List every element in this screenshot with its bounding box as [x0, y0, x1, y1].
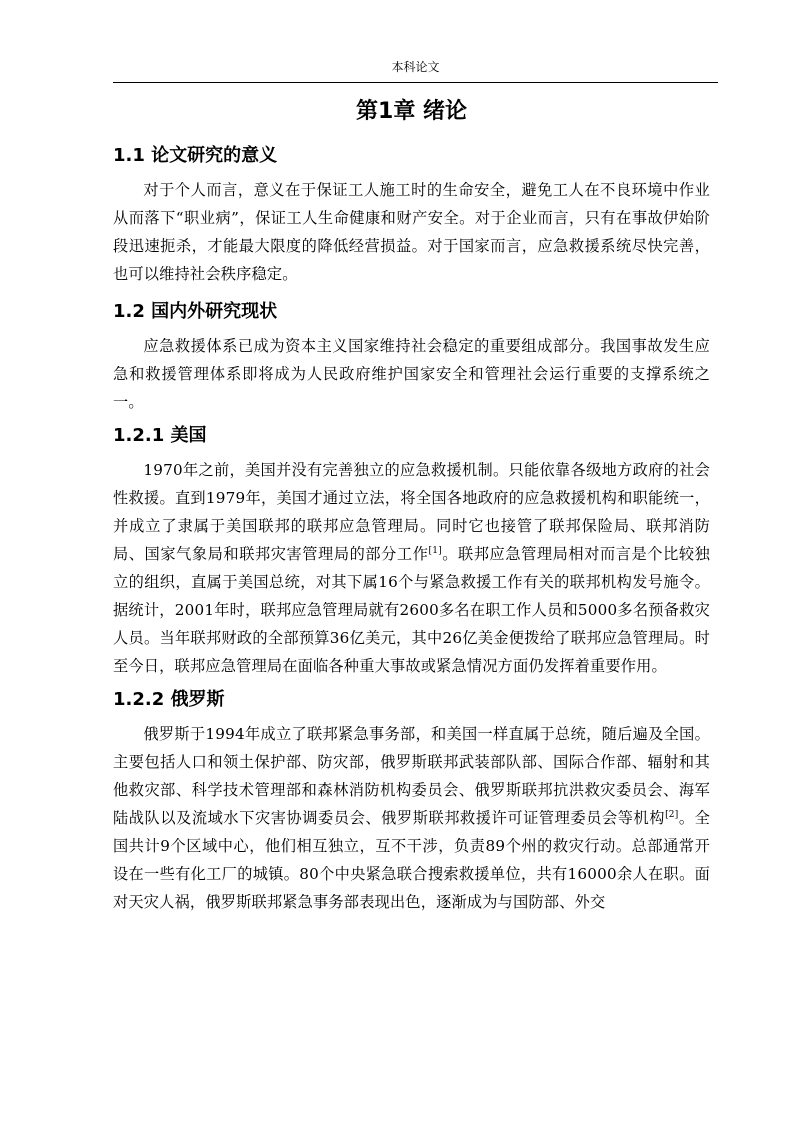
subsection-heading-1-2-2: 1.2.2 俄罗斯 [113, 689, 225, 710]
page-content [113, 92, 710, 916]
section-heading-1-1: 1.1 论文研究的意义 [113, 145, 278, 166]
section-paragraph-1-1: 对于个人而言，意义在于保证工人施工时的生命安全，避免工人在不良环境中作业从而落下“职业病”，保证工人生命健康和财产安全。对于企业而言，只有在事故伊始阶段迅速扼杀，才能最大限度的降低经营损益。对于国家而言，应急救援系统尽快完善，也可以维持社会秩序稳定。 [113, 181, 710, 283]
citation-ref-2[interactable]: [2] [665, 809, 679, 820]
subsection-heading-1-2-1: 1.2.1 美国 [113, 425, 207, 446]
paragraph-text: 。联邦应急管理局相对而言是个比较独立的组织，直属于美国总统，对其下属16个与紧急救援工作有关的联邦机构发号施令。据统计，2001年时，联邦应急管理局就有2600多名在职工作人员和5000多名预备救灾人员。当年联邦财政的全部预算36亿美元，其中26亿美金便拨给了联邦应急管理局。时至今日，联邦应急管理局在面临各种重大事故或紧急情况方面仍发挥着重要作用。 [113, 545, 711, 675]
running-header: 本科论文 [391, 60, 440, 74]
chapter-title: 第1章 绪论 [356, 99, 467, 124]
header-rule [113, 82, 718, 83]
paragraph-text: 1970年之前，美国并没有完善独立的应急救援机制。只能依靠各级地方政府的社会性救援。直到1979年，美国才通过立法，将全国各地政府的应急救援机构和职能统一，并成立了隶属于美国联邦的联邦应急管理局。同时它也接管了联邦保险局、联邦消防局、国家气象局和联邦灾害管理局的部分工作 [113, 461, 710, 563]
section-heading-1-2: 1.2 国内外研究现状 [113, 301, 278, 322]
citation-ref-1[interactable]: [1] [428, 545, 442, 556]
subsection-paragraph-1-2-2 [113, 720, 710, 916]
paragraph-text: 。全国共计9个区域中心，他们相互独立，互不干涉，负责89个州的救灾行动。总部通常开设在一些有化工厂的城镇。80个中央紧急联合搜索救援单位，共有16000余人在职。面对天灾人祸，俄罗斯联邦紧急事务部表现出色，逐渐成为与国防部、外交 [113, 809, 711, 911]
section-paragraph-1-2: 应急救援体系已成为资本主义国家维持社会稳定的重要组成部分。我国事故发生应急和救援管理体系即将成为人民政府维护国家安全和管理社会运行重要的支撑系统之一。 [113, 337, 710, 411]
paragraph-text: 俄罗斯于1994年成立了联邦紧急事务部，和美国一样直属于总统，随后遍及全国。主要包括人口和领土保护部、防灾部，俄罗斯联邦武装部队部、国际合作部、辐射和其他救灾部、科学技术管理部和森林消防机构委员会、俄罗斯联邦抗洪救灾委员会、海军陆战队以及流域水下灾害协调委员会、俄罗斯联邦救援许可证管理委员会等机构 [113, 725, 710, 827]
subsection-paragraph-1-2-1 [113, 456, 710, 680]
